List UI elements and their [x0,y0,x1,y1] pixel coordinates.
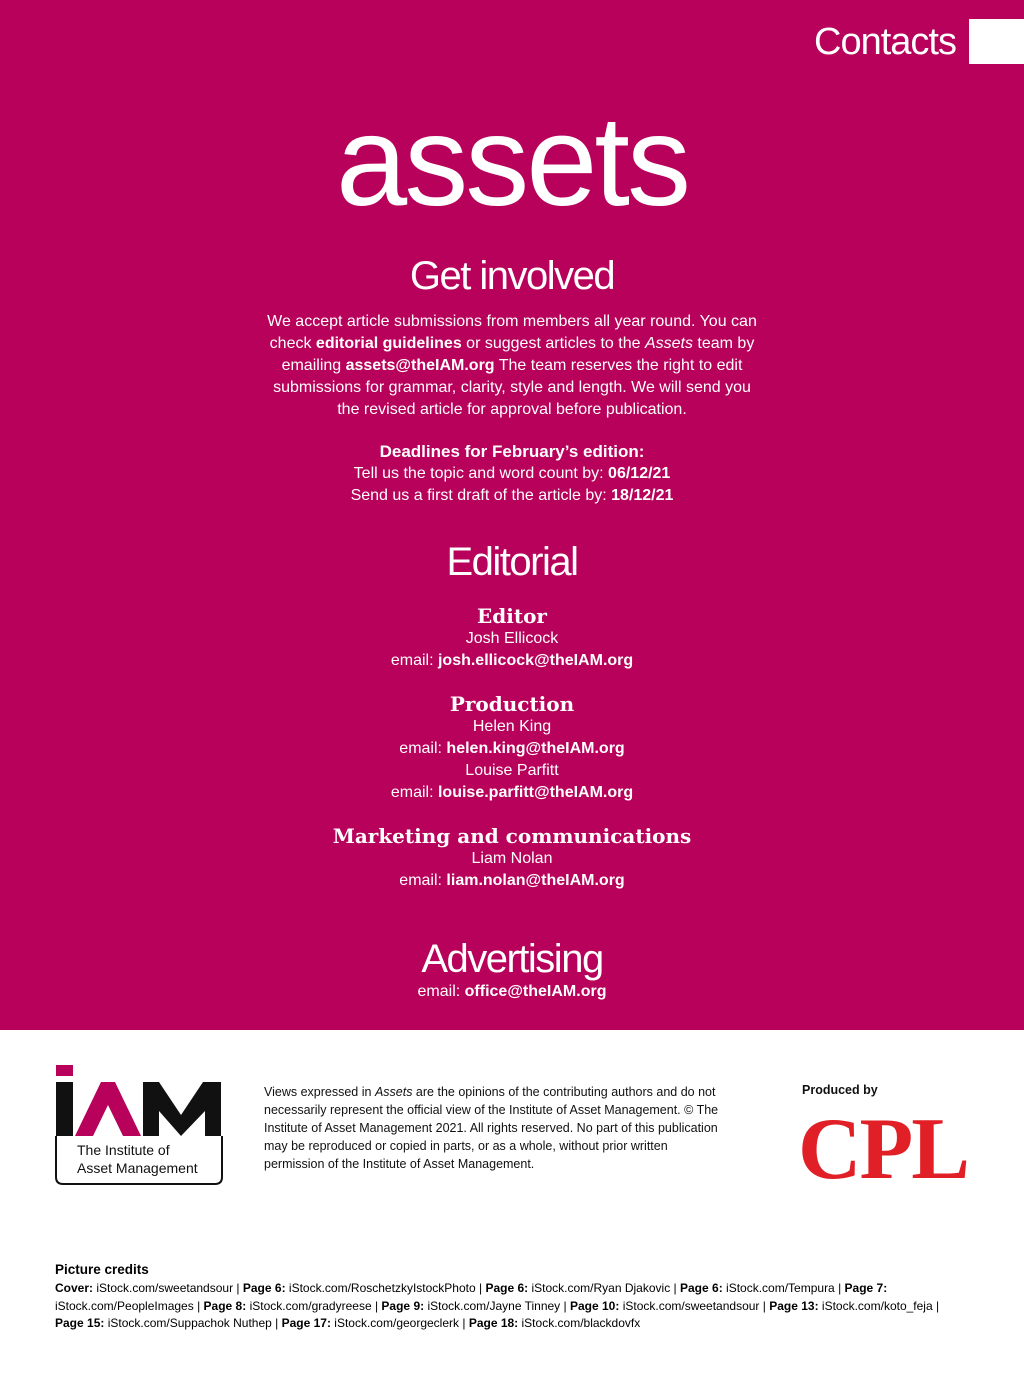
credit-source: iStock.com/PeopleImages [55,1298,194,1313]
editor-email: email: josh.ellicock@theIAM.org [390,652,634,669]
credit-page: Page 10: [569,1298,623,1313]
editor-email-link[interactable]: josh.ellicock@theIAM.org [437,652,634,669]
production-name-2: Louise Parfitt [465,762,559,779]
cpl-logo: CPL [798,1101,968,1198]
deadline-topic: Tell us the topic and word count by: 06/12/21 [353,465,671,482]
masthead: assets [336,90,688,233]
credit-item [469,1316,640,1330]
logo-a-shape [75,1082,141,1136]
disclaimer: Views expressed in Assets are the opinions of the contributing authors and do not necessarily represent the official view of the Institute of Asset Management. © The Institute of Asset Management 2021. All rights reserved. No part of this publication may be reproduced or copied in parts, or as a whole, without prior written permission of the Institute of Asset Management. [264,1085,719,1171]
credit-source: iStock.com/RoschetzkyIstockPhoto [288,1281,476,1295]
get-involved-paragraph: We accept article submissions from members all year round. You can check editorial guidelines or suggest articles to the Assets team by emailing assets@theIAM.org The team reserves the right to edit submissions for grammar, clarity, style and length. We will send you the revised article for approval before publication. [267,313,757,418]
editorial-heading: Editorial [446,540,578,584]
credit-source: iStock.com/Tempura [726,1281,835,1295]
credit-item [55,1316,272,1330]
credit-page: Page 6: [680,1281,727,1295]
credit-page: Page 6: [485,1281,532,1295]
credit-source: iStock.com/sweetandsour [622,1298,760,1313]
deadlines-heading: Deadlines for February’s edition: [379,442,645,461]
credit-item [680,1281,835,1295]
advertising-heading: Advertising [421,937,603,981]
credit-page: Cover: [55,1281,97,1295]
credit-source: iStock.com/koto_feja [821,1298,933,1313]
credit-item [55,1281,233,1295]
iam-logo-graphic [55,1065,223,1185]
credit-item [485,1281,670,1295]
credit-page: Page 13: [769,1298,822,1313]
production-email-link-1[interactable]: helen.king@theIAM.org [446,740,625,757]
get-involved-heading: Get involved [409,254,615,298]
credit-source: iStock.com/sweetandsour [96,1281,234,1295]
section-label: Contacts [814,21,956,63]
credit-page: Page 7: [844,1281,888,1295]
credit-item [282,1316,459,1330]
credit-page: Page 18: [468,1316,522,1330]
marketing-email: email: liam.nolan@theIAM.org [399,872,625,889]
credit-page: Page 17: [281,1316,335,1330]
credit-item [769,1299,932,1313]
picture-credits-title: Picture credits [55,1262,149,1277]
credit-item [570,1299,759,1313]
iam-logo [55,1065,223,1185]
logo-line-2: Asset Management [77,1160,198,1176]
credit-item [243,1281,476,1295]
marketing-name: Liam Nolan [471,850,553,867]
advertising-email-link[interactable]: office@theIAM.org [464,983,607,1000]
production-role: Production [449,692,575,716]
credit-page: Page 6: [242,1281,289,1295]
marketing-role: Marketing and communications [332,824,692,848]
assets-email-link[interactable]: assets@theIAM.org [345,357,495,374]
picture-credits-list: Cover: iStock.com/sweetandsour | Page 6: iStock.com/RoschetzkyIstockPhoto | Page 6: iStock.com/Ryan Djakovic | Page 6: iStock.com/Tempura | Page 7: iStock.com/PeopleImages | Page 8: iStock.com/gradyreese | Page 9: iStock.com/Jayne Tinney | Page 10: iStock.com/sweetandsour | Page 13: iStock.com/koto_feja | Page 15: iStock.com/Suppachok Nuthep | Page 17: iStock.com/georgeclerk | Page 18: iStock.com/blackdovfx [55,1281,940,1330]
credit-source: iStock.com/gradyreese [249,1298,372,1313]
editor-role: Editor [477,604,547,628]
credit-source: iStock.com/georgeclerk [334,1316,460,1330]
production-email-link-2[interactable]: louise.parfitt@theIAM.org [437,784,634,801]
marketing-email-link[interactable]: liam.nolan@theIAM.org [446,872,625,889]
advertising-email: email: office@theIAM.org [417,983,607,1000]
logo-line-1: The Institute of [77,1142,170,1158]
credit-source: iStock.com/Suppachok Nuthep [107,1316,272,1330]
credit-page: Page 8: [203,1298,250,1313]
logo-dot [56,1065,73,1076]
logo-i-stem [56,1082,73,1136]
credit-item [204,1299,372,1313]
credit-item [381,1299,560,1313]
logo-m-shape [143,1082,221,1136]
production-name-1: Helen King [472,718,552,735]
production-email-1: email: helen.king@theIAM.org [399,740,625,757]
credit-page: Page 15: [55,1316,108,1330]
credit-source: iStock.com/blackdovfx [521,1316,641,1330]
credit-source: iStock.com/Ryan Djakovic [531,1281,671,1295]
credit-page: Page 9: [381,1298,428,1313]
editor-name: Josh Ellicock [465,630,559,647]
section-tab [969,19,1024,64]
produced-by-label: Produced by [802,1083,878,1097]
editorial-guidelines-link[interactable]: editorial guidelines [315,335,462,352]
production-email-2: email: louise.parfitt@theIAM.org [390,784,634,801]
credit-source: iStock.com/Jayne Tinney [427,1298,561,1313]
deadline-draft: Send us a first draft of the article by: 18/12/21 [350,487,674,504]
